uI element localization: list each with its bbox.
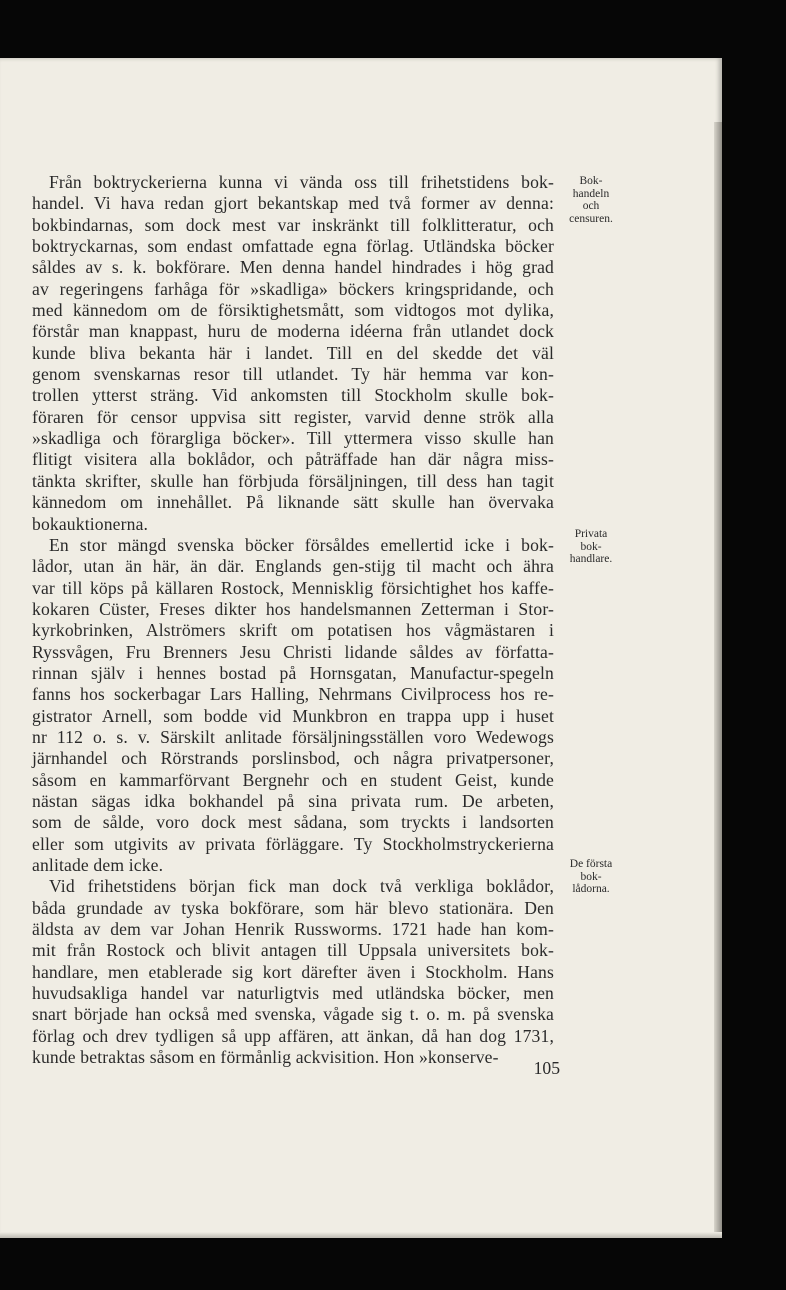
margin-note-line: De första xyxy=(569,858,613,870)
text-line: En stor mängd svenska böcker försåldes emellertid icke i bok- xyxy=(49,534,554,555)
text-line: bokauktionerna. xyxy=(32,513,149,534)
text-line: Vid frihetstidens början fick man dock två verkliga boklådor, xyxy=(49,876,554,897)
margin-note-line: och xyxy=(582,200,600,212)
text-line: nästan sägas idka bokhandel på sina privata rum. De arbeten, xyxy=(32,790,554,811)
text-line: genom svenskarnas resor till utlandet. Ty här hemma var kon- xyxy=(32,364,554,385)
paragraph-1 xyxy=(32,172,554,535)
text-line: boktryckarnas, som endast omfattade egna förlag. Utländska böcker xyxy=(32,236,554,257)
text-line: kunde bliva bekanta här i landet. Till en del skedde det väl xyxy=(32,342,554,363)
text-line: handlare, men etablerade sig kort därefter även i Stockholm. Hans xyxy=(32,961,554,982)
body-text xyxy=(32,172,554,1068)
text-line: gistrator Arnell, som bodde vid Munkbron en trappa upp i huset xyxy=(32,705,554,726)
paragraph-3 xyxy=(32,876,554,1068)
text-line: lådor, utan än här, än där. Englands gen-stijg til macht och ähra xyxy=(32,556,554,577)
text-line: kunde betraktas såsom en förmånlig ackvisition. Hon »konserve- xyxy=(32,1047,499,1068)
paragraph-2 xyxy=(32,535,554,877)
margin-note-line: handeln xyxy=(572,187,610,200)
text-line: kokaren Cüster, Freses dikter hos handelsmannen Zetterman i Stor- xyxy=(32,598,554,619)
text-line: trollen ytterst sträng. Vid ankomsten till Stockholm skulle bok- xyxy=(32,385,554,406)
text-line: kännedom om innehållet. På liknande sätt skulle han övervaka xyxy=(32,492,554,513)
text-line: förlag och drev tydligen så upp affären, att änkan, då han dog 1731, xyxy=(32,1025,554,1046)
text-line: nr 112 o. s. v. Särskilt anlitade försäljningsställen voro Wedewogs xyxy=(32,726,554,747)
text-line: Från boktryckerierna kunna vi vända oss till frihetstidens bok- xyxy=(49,172,554,192)
margin-note-line: handlare. xyxy=(569,553,613,565)
text-line: bokbindarnas, som dock mest var inskränkt till folklitteratur, och xyxy=(32,214,554,235)
book-page xyxy=(0,58,722,1238)
text-line: såldes av s. k. bokförare. Men denna handel hindrades i hög grad xyxy=(32,257,554,278)
text-line: snart började han också med svenska, vågade sig t. o. m. på svenska xyxy=(32,1004,554,1025)
text-line: flitigt visitera alla boklådor, och påträffade han där några miss- xyxy=(32,449,554,470)
text-line: var till köps på källaren Rostock, Mennisklig försichtighet hos kaffe- xyxy=(32,577,554,598)
page-edge xyxy=(714,122,722,1238)
text-line: som de sålde, voro dock mest sådana, som tryckts i landsorten xyxy=(32,812,554,833)
margin-note-privata-bokhandlare xyxy=(556,528,626,566)
text-line: eller som utgivits av privata förläggare. Ty Stockholmstryckerierna xyxy=(32,833,554,854)
text-line: fanns hos sockerbagar Lars Halling, Nehrmans Civilprocess hos re- xyxy=(32,684,554,705)
text-line: järnhandel och Rörstrands porslinsbod, och några privatpersoner, xyxy=(32,748,554,769)
text-line: Ryssvågen, Fru Brenners Jesu Christi lidande såldes av författa- xyxy=(32,641,554,662)
margin-note-de-forsta-boklador xyxy=(556,858,626,896)
text-line: föraren för censor uppvisa sitt register, varvid denne strök alla xyxy=(32,406,554,427)
margin-note-line: bok- xyxy=(580,540,602,553)
text-line: »skadliga och förargliga böcker». Till yttermera visso skulle han xyxy=(32,428,554,449)
text-line: av regeringens farhåga för »skadliga» böckers kringspridande, och xyxy=(32,278,554,299)
text-line: med kännedom om de försiktighetsmått, som vidtogos mot dylika, xyxy=(32,300,554,321)
text-line: handel. Vi hava redan gjort bekantskap med två former av denna: xyxy=(32,193,554,214)
margin-note-line: Privata xyxy=(574,528,608,540)
text-line: förstår man knappast, huru de moderna idéerna från utlandet dock xyxy=(32,321,554,342)
text-line: rinnan själv i hennes bostad på Hornsgatan, Manufactur-spegeln xyxy=(32,662,554,683)
text-line: mit från Rostock och blivit antagen till Uppsala universitets bok- xyxy=(32,940,554,961)
text-line: båda grundade av tyska bokförare, som här blevo stationära. Den xyxy=(32,897,554,918)
margin-note-line: Bok- xyxy=(579,175,603,187)
page-number: 105 xyxy=(533,1058,560,1078)
text-line: såsom en kammarförvant Bergnehr och en student Geist, kunde xyxy=(32,769,554,790)
text-line: anlitade dem icke. xyxy=(32,855,164,875)
text-line: huvudsakliga handel var naturligtvis med utländska böcker, men xyxy=(32,983,554,1004)
text-line: kyrkobrinken, Alströmers skrift om potatisen hos vågmästaren i xyxy=(32,620,554,641)
margin-note-bokhandeln-och-censuren xyxy=(556,175,626,225)
margin-note-line: bok- xyxy=(580,870,602,883)
margin-note-line: censuren. xyxy=(569,212,613,225)
text-line: äldsta av dem var Johan Henrik Russworms. 1721 hade han kom- xyxy=(32,919,554,940)
text-line: tänkta skrifter, skulle han förbjuda försäljningen, till dess han tagit xyxy=(32,470,554,491)
margin-note-line: lådorna. xyxy=(572,883,610,895)
